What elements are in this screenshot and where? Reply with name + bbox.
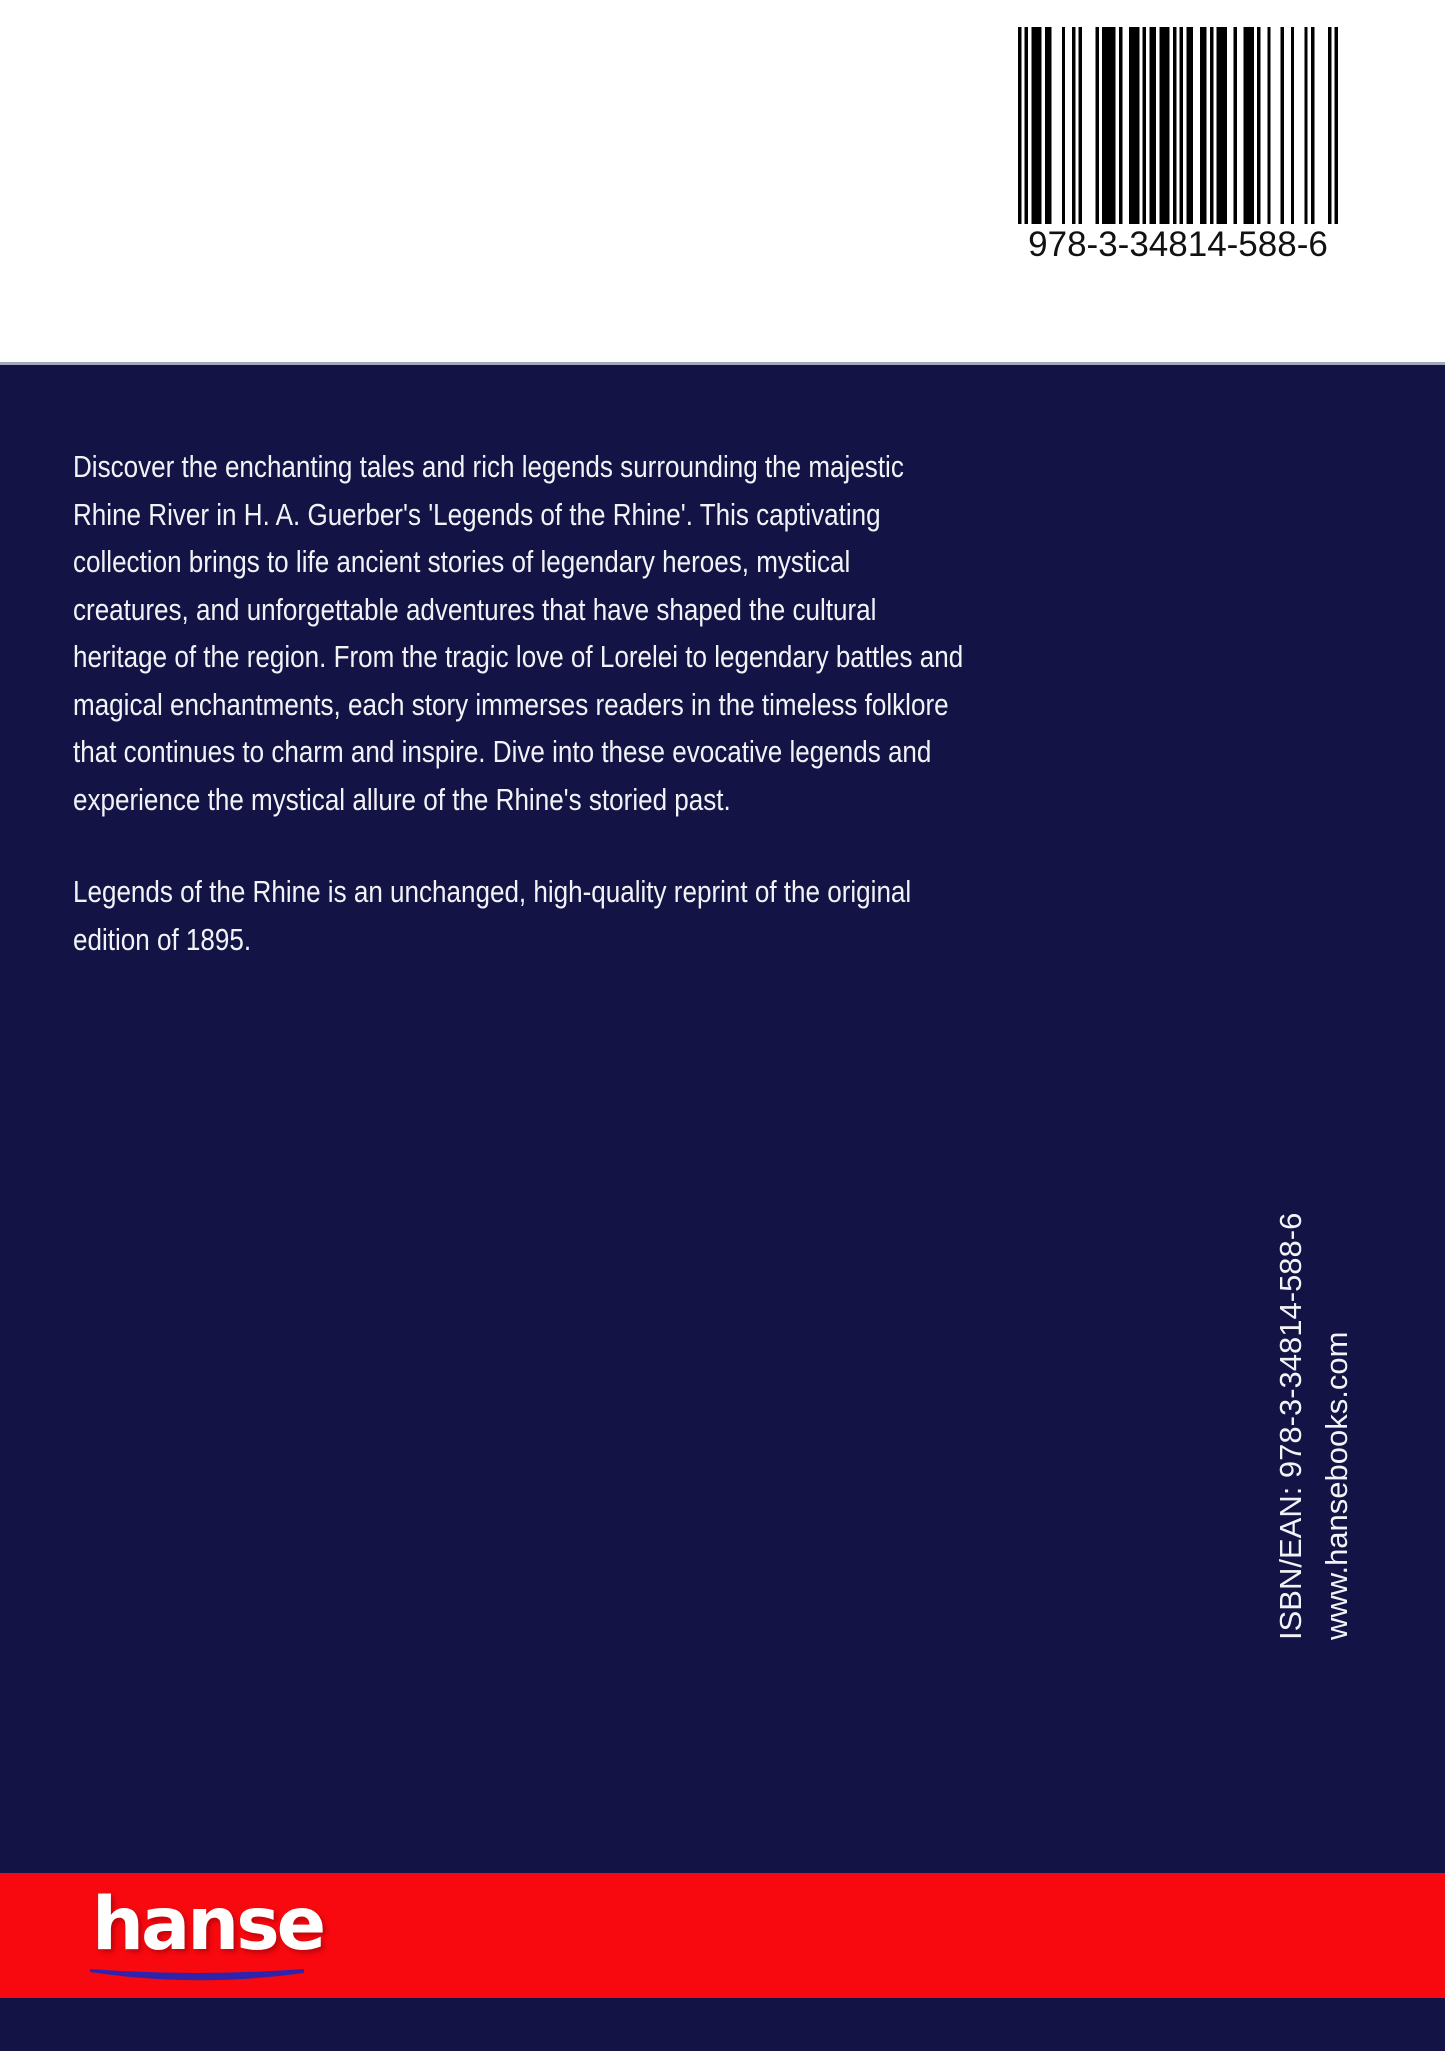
description-line: that continues to charm and inspire. Dive into these evocative legends and bbox=[73, 734, 932, 769]
description-line: creatures, and unforgettable adventures that have shaped the cultural bbox=[73, 591, 877, 627]
reprint-note-line: Legends of the Rhine is an unchanged, high-quality reprint of the original bbox=[73, 874, 912, 909]
reprint-note-line: edition of 1895. bbox=[73, 921, 252, 957]
book-description bbox=[73, 443, 963, 963]
description-line: experience the mystical allure of the Rhine's storied past. bbox=[73, 781, 731, 817]
barcode-block bbox=[1018, 27, 1338, 264]
logo-swoosh-icon bbox=[86, 1962, 308, 1984]
vertical-website: www.hansebooks.com bbox=[1319, 1331, 1354, 1640]
barcode-number: 978-3-34814-588-6 bbox=[1028, 225, 1328, 264]
hanse-logo: hanse bbox=[92, 1882, 324, 1967]
bottom-strip bbox=[0, 1998, 1445, 2051]
description-line: Rhine River in H. A. Guerber's 'Legends of the Rhine'. This captivating bbox=[73, 496, 881, 532]
vertical-spine-info bbox=[1268, 1140, 1360, 1640]
vertical-isbn-ean: ISBN/EAN: 978-3-34814-588-6 bbox=[1273, 1212, 1308, 1640]
ean-barcode-icon bbox=[1018, 27, 1338, 224]
description-line: magical enchantments, each story immerses readers in the timeless folklore bbox=[73, 686, 949, 722]
description-line: Discover the enchanting tales and rich legends surrounding the majestic bbox=[73, 449, 904, 484]
description-line: heritage of the region. From the tragic love of Lorelei to legendary battles and bbox=[73, 639, 964, 674]
paragraph-gap bbox=[73, 823, 963, 868]
description-line: collection brings to life ancient stories of legendary heroes, mystical bbox=[73, 544, 851, 579]
